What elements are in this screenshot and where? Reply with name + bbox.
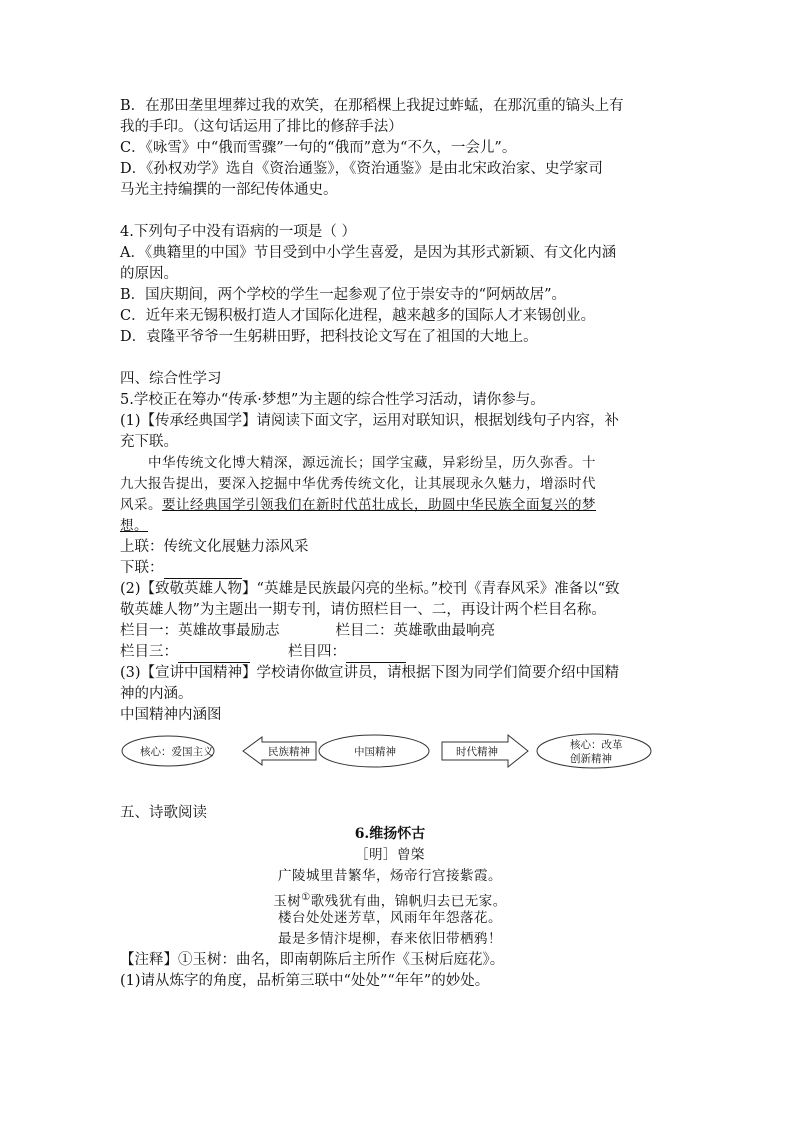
poem-line4: 最是多情汴堤柳，春来依旧带栖鸦！ [278,931,502,947]
column3-label: 栏目三： [120,644,178,660]
diagram-center-label: 中国精神 [354,746,396,758]
q4-option-a-line1: A．《典籍里的中国》节目受到中小学生喜爱，是因为其形式新颖、有文化内涵 [120,245,617,261]
passage-line3-underlined: 要让经典国学引领我们在新时代茁壮成长，助圆中华民族全面复兴的梦 [162,497,596,513]
poem-line1: 广陵城里昔繁华，炀帝行宫接紫霞。 [278,868,502,884]
q4-option-d: D．袁隆平爷爷一生躬耕田野，把科技论文写在了祖国的大地上。 [120,329,538,345]
passage-line4-underlined: 想。 [120,518,148,534]
q5-part3-line1: (3)【宣讲中国精神】学校请你做宣讲员，请根据下图为同学们简要介绍中国精 [120,665,620,681]
q3-option-b-line2: 我的手印。（这句话运用了排比的修辞手法） [120,119,403,135]
passage-line1: 中华传统文化博大精深，源远流长；国学宝藏，异彩纷呈，历久弥香。十 [148,455,596,471]
poem-note-marker: ① [301,892,311,903]
diagram-right-ellipse-line2: 创新精神 [570,753,612,765]
q5-part1-line1: (1)【传承经典国学】请阅读下面文字，运用对联知识，根据划线句子内容，补 [120,413,620,429]
passage-line4 [120,516,680,537]
q5-part2-line1: (2)【致敬英雄人物】“英雄是民族最闪亮的坐标。”校刊《青春风采》准备以“致 [120,581,620,597]
column-row1 [120,621,680,642]
poem-question1: (1)请从炼字的角度，品析第三联中“处处”“年年”的妙处。 [120,973,490,989]
column4-label: 栏目四： [288,644,346,660]
couplet-upper: 上联：传统文化展魅力添风采 [120,539,309,555]
q4-stem: 4.下列句子中没有语病的一项是（ ） [120,224,356,240]
q4-option-c: C．近年来无锡积极打造人才国际化进程，越来越多的国际人才来锡创业。 [120,308,596,324]
poem-line2-a: 玉树 [273,893,302,910]
diagram-left-ellipse-label: 核心：爱国主义 [140,746,214,758]
passage-line2: 九大报告提出，要深入挖掘中华优秀传统文化，让其展现永久魅力，增添时代 [120,476,596,492]
passage-line3 [120,495,680,516]
poem-line3: 楼台处处迷芳草，风雨年年怨落花。 [278,910,502,926]
q3-option-c: C．《咏雪》中“俄而雪骤”一句的“俄而”意为“不久，一会儿”。 [120,140,517,156]
passage-line3-plain: 风采。 [120,497,162,513]
couplet-lower [120,558,680,579]
diagram-right-arrow-label: 时代精神 [456,746,498,758]
column1: 栏目一：英雄故事最励志 [120,623,280,639]
diagram-right-ellipse-line1: 核心：改革 [570,739,623,751]
column2: 栏目二：英雄歌曲最响亮 [335,623,495,639]
q4-option-a-line2: 的原因。 [120,266,178,282]
column-row2 [120,642,680,663]
q5-stem: 5.学校正在筹办“传承·梦想”为主题的综合性学习活动，请你参与。 [120,392,545,408]
poem-annotation: 【注释】①玉树：曲名，即南朝陈后主所作《玉树后庭花》。 [120,952,505,968]
q3-option-b-line1: B．在那田垄里埋葬过我的欢笑，在那稻棵上我捉过蚱蜢，在那沉重的镐头上有 [120,98,624,114]
couplet-lower-blank[interactable] [164,564,242,579]
q5-part2-line2: 敬英雄人物”为主题出一期专刊，请仿照栏目一、二，再设计两个栏目名称。 [120,602,606,618]
q5-part3-line2: 神的内涵。 [120,686,193,702]
column4-blank[interactable] [346,648,406,663]
china-spirit-diagram [120,733,665,773]
q3-option-d-line1: D．《孙权劝学》选自《资治通鉴》，《资治通鉴》是由北宋政治家、史学家司 [120,161,603,177]
column3-blank[interactable] [178,648,250,663]
q4-option-b: B．国庆期间，两个学校的学生一起参观了位于崇安寺的“阿炳故居”。 [120,287,566,303]
q5-part1-line2: 充下联。 [120,434,178,450]
section5-heading: 五、诗歌阅读 [120,805,207,821]
poem-title: 6.维扬怀古 [354,826,426,842]
poem-line2-b: 歌残犹有曲，锦帆归去已无家。 [310,893,507,910]
q3-option-d-line2: 马光主持编撰的一部纪传体通史。 [120,182,338,198]
diagram-left-arrow-label: 民族精神 [268,746,310,758]
poem-author: ［明］曾棨 [355,847,425,863]
diagram-title: 中国精神内涵图 [120,707,222,723]
section4-heading: 四、综合性学习 [120,371,222,387]
couplet-lower-label: 下联： [120,560,164,576]
